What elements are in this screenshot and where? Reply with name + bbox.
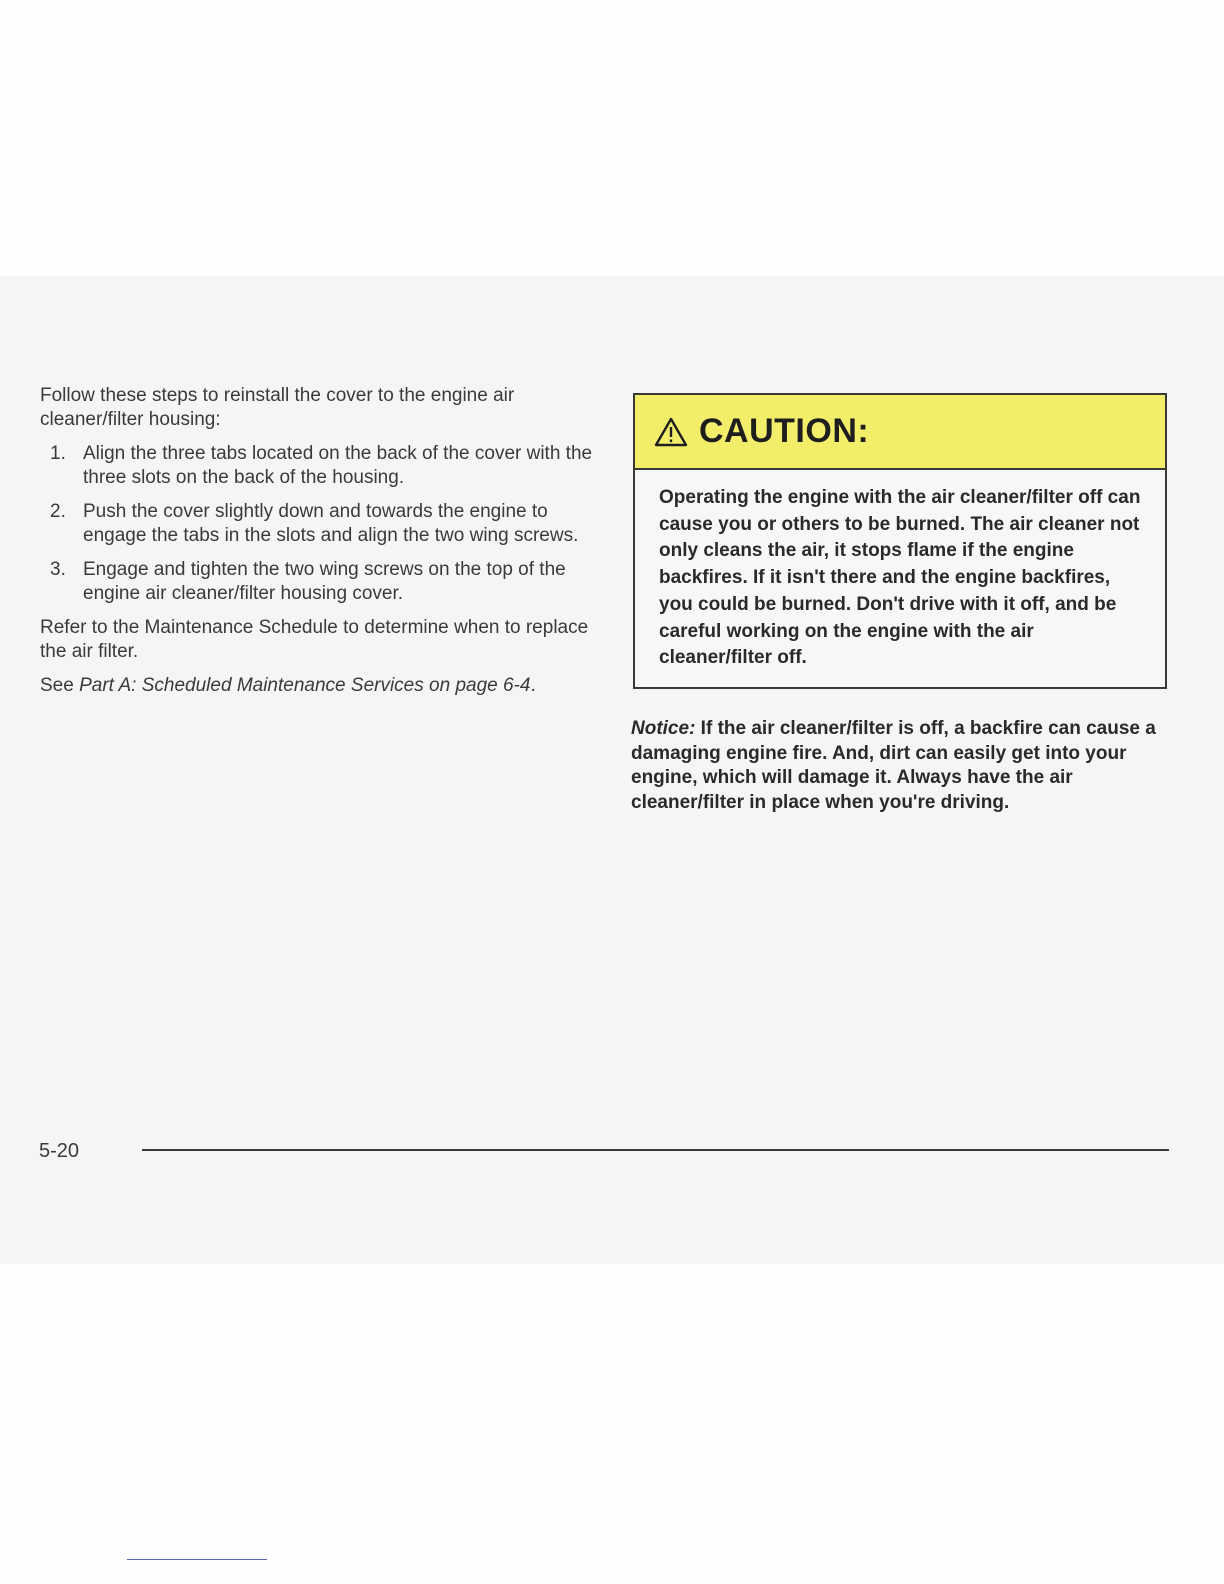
caution-body: Operating the engine with the air cleaner/filter off can cause you or others to be burned. The air cleaner not only cleans the air, it stops flame if the engine backfires. If it isn't there and the engine backfires, you could be burned. Don't drive with it off, and be careful working on the engine with the air cleaner/filter off.: [659, 487, 1141, 669]
step-text: Align the three tabs located on the back of the cover with the three slots on the back of the housing.: [83, 443, 593, 488]
instructions-column: [40, 384, 600, 708]
intro-paragraph: Follow these steps to reinstall the cover to the engine air cleaner/filter housing:: [40, 385, 515, 430]
see-reference: [40, 674, 600, 698]
list-item: [40, 500, 600, 548]
step-text: Engage and tighten the two wing screws on the top of the engine air cleaner/filter housing cover.: [83, 559, 566, 604]
warning-triangle-icon: [653, 416, 689, 448]
cross-reference-link[interactable]: Part A: Scheduled Maintenance Services on page 6-4: [79, 675, 531, 696]
caution-title: CAUTION:: [699, 412, 870, 450]
step-number: 2.: [50, 501, 66, 522]
step-number: 3.: [50, 559, 66, 580]
notice-text: If the air cleaner/filter is off, a backfire can cause a damaging engine fire. And, dirt can easily get into your engine, which will damage it. Always have the air cleaner/filter in place when you're driving.: [631, 718, 1156, 813]
notice-label: Notice:: [631, 718, 696, 739]
notice-paragraph: [631, 717, 1171, 815]
bottom-divider: [127, 1559, 267, 1560]
caution-header: [635, 395, 1165, 470]
step-text: Push the cover slightly down and towards the engine to engage the tabs in the slots and align the two wing screws.: [83, 501, 579, 546]
caution-box: [633, 393, 1167, 689]
steps-list: [40, 442, 600, 606]
step-number: 1.: [50, 443, 66, 464]
page-number: 5-20: [39, 1140, 80, 1162]
see-prefix: See: [40, 675, 80, 696]
footer-divider: [142, 1149, 1169, 1151]
list-item: [40, 558, 600, 606]
refer-paragraph: Refer to the Maintenance Schedule to determine when to replace the air filter.: [40, 617, 589, 662]
list-item: [40, 442, 600, 490]
see-suffix: .: [530, 675, 536, 696]
